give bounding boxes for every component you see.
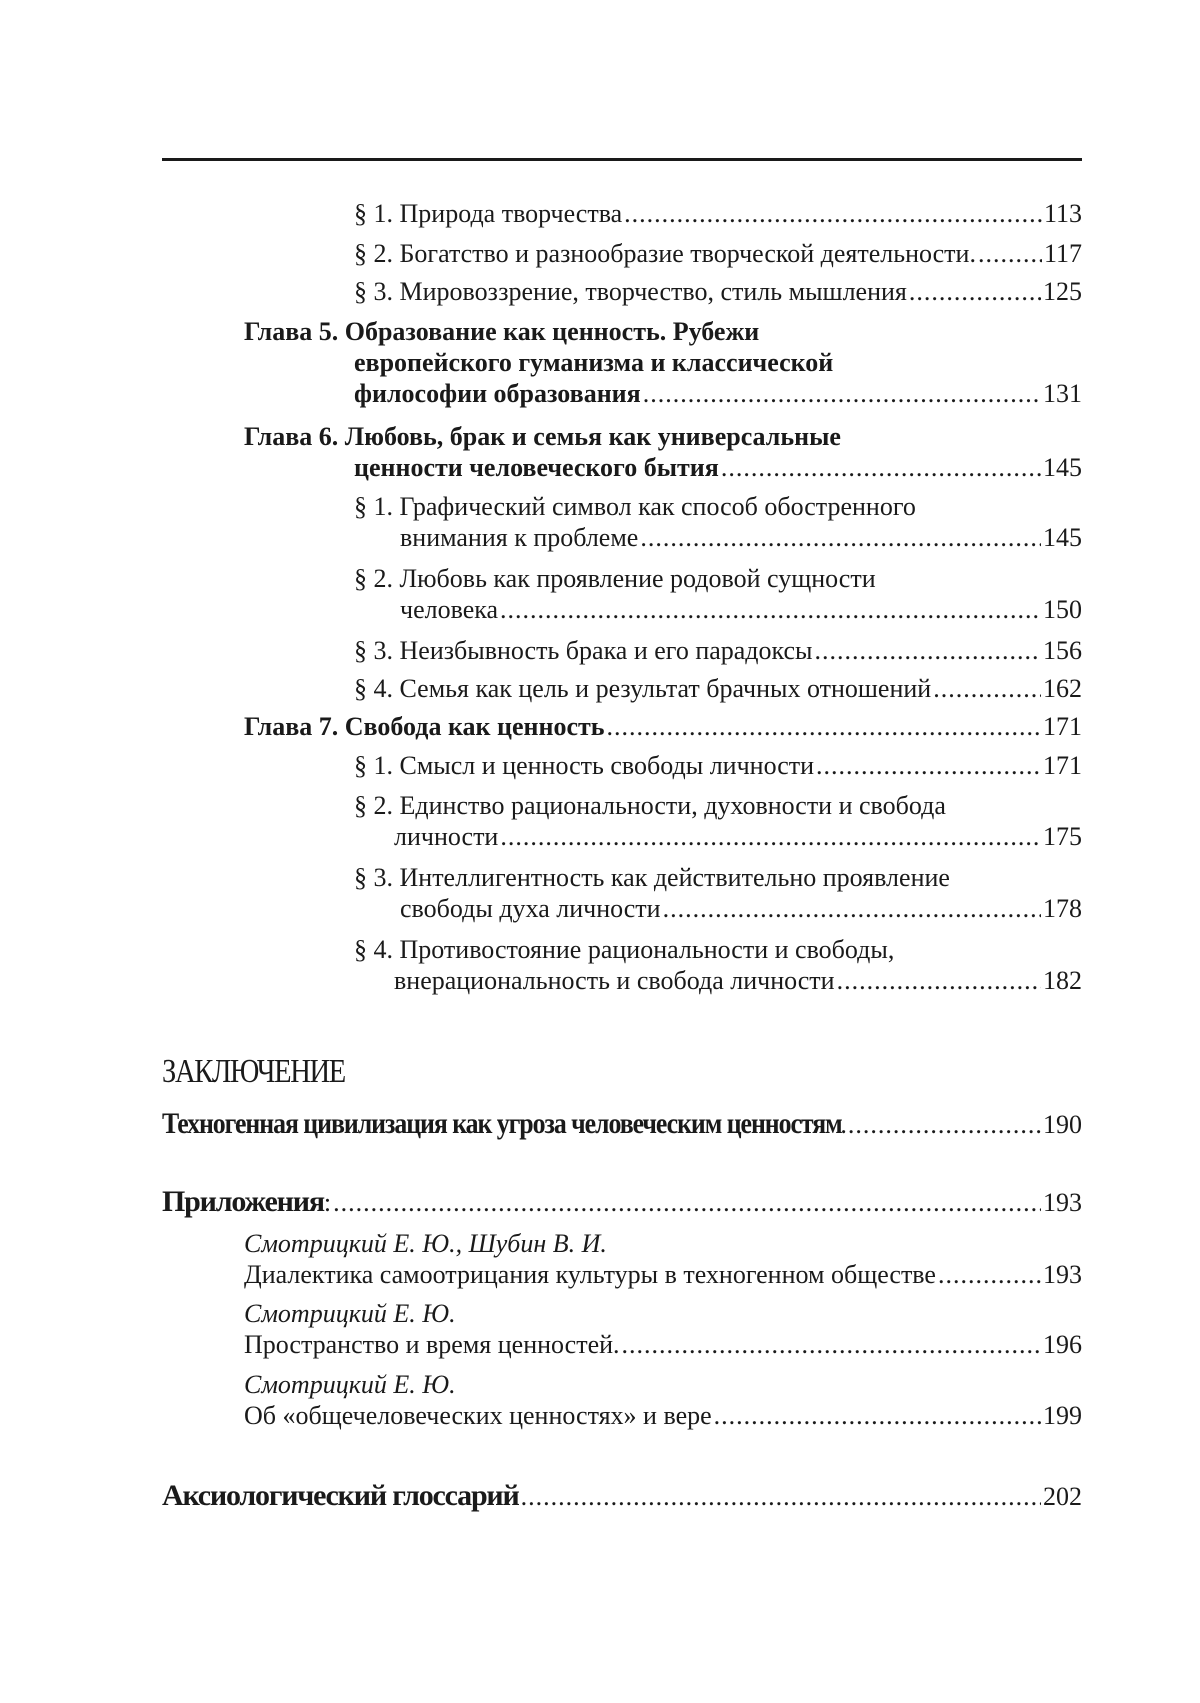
leader-dots — [909, 276, 1041, 307]
entry-title-line-1: § 2. Единство рациональности, духовности и свобода — [354, 791, 946, 820]
appendix-title-row — [244, 1400, 1082, 1431]
page-number: 175 — [1043, 822, 1082, 851]
leader-dots — [640, 522, 1041, 553]
entry-title: Техногенная цивилизация как угроза человеческим ценностям — [162, 1107, 842, 1140]
entry-title-line-2-row — [354, 965, 1082, 996]
conclusion-heading — [162, 1052, 1082, 1092]
page-number: 196 — [1043, 1330, 1082, 1359]
toc-entry-appendices[interactable] — [162, 1184, 1082, 1221]
entry-title-line-2: внимания к проблеме — [400, 523, 639, 552]
page-number: 202 — [1043, 1482, 1082, 1511]
appendix-title-row — [244, 1259, 1082, 1290]
toc-entry-glossary[interactable] — [162, 1478, 1082, 1515]
entry-title-line-2: человека — [400, 595, 499, 624]
toc-entry-appendix-1[interactable] — [244, 1228, 1082, 1290]
toc-entry-ch4-s3[interactable] — [354, 276, 1082, 307]
appendix-title: Об «общечеловеческих ценностях» и вере — [244, 1401, 712, 1430]
appendix-title-row — [244, 1329, 1082, 1360]
entry-title-line-1: § 1. Графический символ как способ обостренного — [354, 492, 916, 521]
toc-entry-ch6-s3[interactable] — [354, 635, 1082, 666]
page-number: 182 — [1043, 966, 1082, 995]
entry-title-line-2-row — [354, 594, 1082, 625]
leader-dots — [663, 893, 1041, 924]
entry-title-line-1: Глава 5. Образование как ценность. Рубежи — [244, 317, 760, 346]
appendix-author: Смотрицкий Е. Ю., Шубин В. И. — [244, 1229, 607, 1258]
toc-entry-ch6-s2[interactable] — [354, 563, 1082, 625]
page-number: 156 — [1043, 636, 1082, 665]
page-number: 145 — [1043, 523, 1082, 552]
toc-entry-ch4-s1[interactable] — [354, 198, 1082, 229]
page-number: 193 — [1043, 1188, 1082, 1217]
toc-entry-appendix-2[interactable] — [244, 1298, 1082, 1360]
entry-colon: : — [323, 1188, 332, 1217]
page-number: 150 — [1043, 595, 1082, 624]
leader-dots — [624, 198, 1042, 229]
entry-title: § 1. Смысл и ценность свободы личности — [354, 751, 815, 780]
appendix-author: Смотрицкий Е. Ю. — [244, 1370, 456, 1399]
entry-title-line-1: Глава 6. Любовь, брак и семья как универсальные — [244, 422, 841, 451]
leader-dots — [837, 965, 1041, 996]
entry-title: Приложения — [162, 1185, 324, 1218]
entry-title: § 2. Богатство и разнообразие творческой деятельности. — [354, 239, 976, 268]
entry-title-line-1: § 3. Интеллигентность как действительно проявление — [354, 863, 950, 892]
page-number: 178 — [1043, 894, 1082, 923]
entry-title: § 3. Мировоззрение, творчество, стиль мышления — [354, 277, 907, 306]
leader-dots — [622, 1329, 1041, 1360]
entry-title-line-2: личности — [394, 822, 499, 851]
entry-title: Аксиологический глоссарий — [162, 1479, 519, 1512]
entry-title-line-2: европейского гуманизма и классической — [354, 348, 834, 377]
leader-dots — [333, 1185, 1041, 1221]
page-number: 162 — [1043, 674, 1082, 703]
leader-dots — [500, 821, 1041, 852]
toc-entry-ch7-s1[interactable] — [354, 750, 1082, 781]
entry-title-line-2-row — [244, 452, 1082, 483]
page-number: 171 — [1043, 751, 1082, 780]
toc-entry-conclusion[interactable] — [162, 1106, 1082, 1143]
leader-dots — [815, 635, 1041, 666]
toc-entry-ch6-s4[interactable] — [354, 673, 1082, 704]
leader-dots — [714, 1400, 1041, 1431]
page-number: 131 — [1043, 379, 1082, 408]
toc-entry-ch5[interactable] — [244, 316, 1082, 409]
leader-dots — [643, 378, 1041, 409]
page-number: 125 — [1043, 277, 1082, 306]
entry-title-line-2: свободы духа личности — [400, 894, 661, 923]
leader-dots — [721, 452, 1041, 483]
leader-dots — [840, 1107, 1041, 1143]
entry-title: Глава 7. Свобода как ценность — [244, 712, 605, 741]
toc-entry-appendix-3[interactable] — [244, 1369, 1082, 1431]
toc-entry-ch7-s4[interactable] — [354, 934, 1082, 996]
header-rule — [162, 158, 1082, 161]
toc-entry-ch7-s3[interactable] — [354, 862, 1082, 924]
toc-entry-ch7-s2[interactable] — [354, 790, 1082, 852]
leader-dots — [607, 711, 1041, 742]
entry-title: § 4. Семья как цель и результат брачных отношений — [354, 674, 932, 703]
entry-title-line-2-row — [354, 893, 1082, 924]
entry-title-line-3: философии образования — [354, 379, 641, 408]
leader-dots — [938, 1259, 1041, 1290]
entry-title-line-2: внерациональность и свобода личности — [394, 966, 835, 995]
entry-title-line-2-row — [354, 522, 1082, 553]
page-number: 171 — [1043, 712, 1082, 741]
conclusion-heading-text: ЗАКЛЮЧЕНИЕ — [162, 1053, 345, 1090]
toc-entry-ch4-s2[interactable] — [354, 238, 1082, 269]
leader-dots — [816, 750, 1041, 781]
appendix-title: Пространство и время ценностей. — [244, 1330, 620, 1359]
page-number: 190 — [1043, 1110, 1082, 1139]
leader-dots — [933, 673, 1041, 704]
toc-entry-ch6[interactable] — [244, 421, 1082, 483]
appendix-title: Диалектика самоотрицания культуры в техногенном обществе — [244, 1260, 936, 1289]
entry-title-line-3-row — [244, 378, 1082, 409]
page-number: 113 — [1043, 199, 1082, 228]
page-number: 193 — [1043, 1260, 1082, 1289]
leader-dots — [978, 238, 1042, 269]
appendix-author: Смотрицкий Е. Ю. — [244, 1299, 456, 1328]
entry-title-line-1: § 2. Любовь как проявление родовой сущности — [354, 564, 876, 593]
entry-title-line-2-row — [354, 821, 1082, 852]
page-number: 117 — [1043, 239, 1082, 268]
toc-entry-ch7[interactable] — [244, 711, 1082, 742]
leader-dots — [500, 594, 1041, 625]
entry-title: § 3. Неизбывность брака и его парадоксы — [354, 636, 813, 665]
leader-dots — [521, 1479, 1041, 1515]
entry-title-line-1: § 4. Противостояние рациональности и свободы, — [354, 935, 895, 964]
entry-title: § 1. Природа творчества — [354, 199, 623, 228]
page-number: 145 — [1043, 453, 1082, 482]
toc-entry-ch6-s1[interactable] — [354, 491, 1082, 553]
entry-title-line-2: ценности человеческого бытия — [354, 453, 719, 482]
page-number: 199 — [1043, 1401, 1082, 1430]
